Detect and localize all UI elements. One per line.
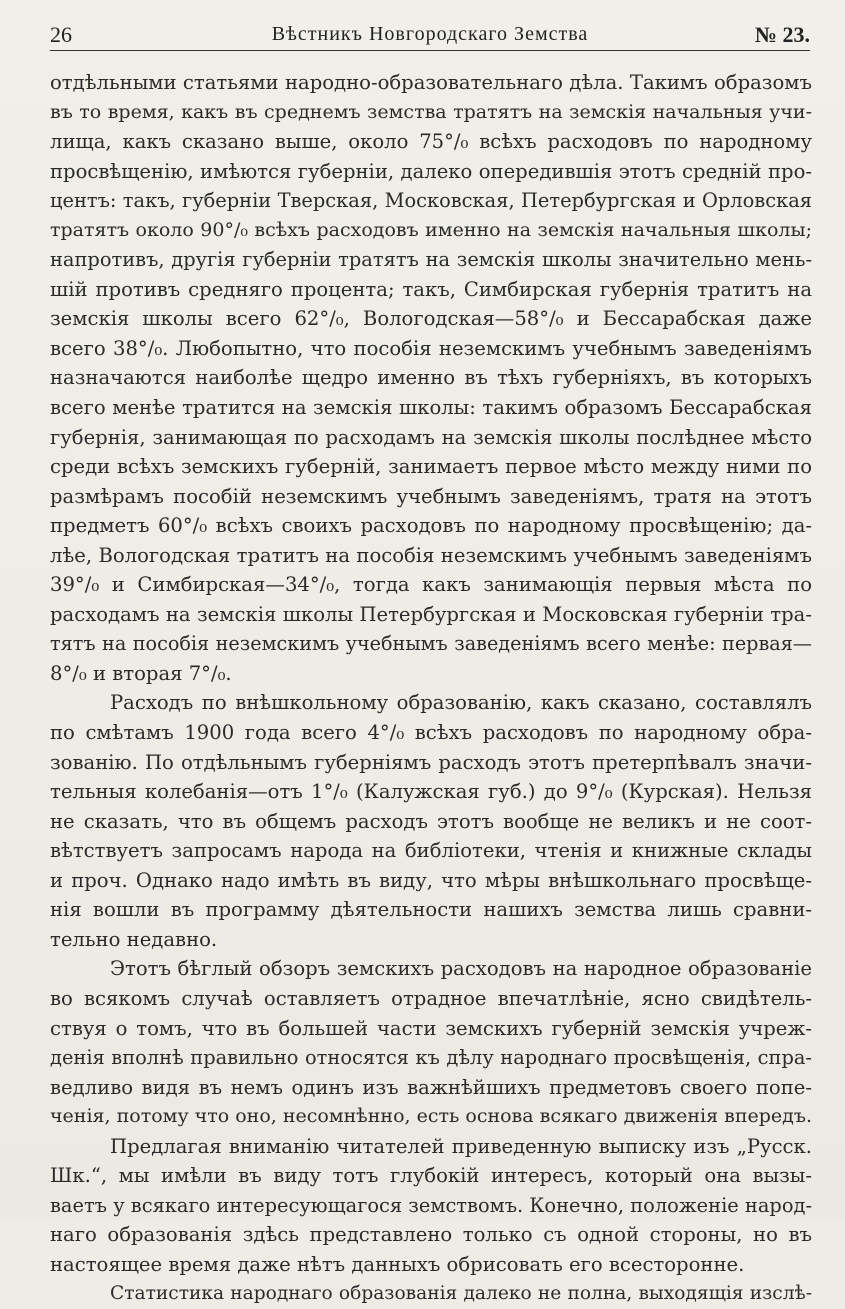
text-line: просвѣщенію, имѣются губерніи, далеко опередившія этотъ средній про- bbox=[50, 159, 812, 183]
text-line: тельныя колебанія—отъ 1°/₀ (Калужская губ.) до 9°/₀ (Курская). Нельзя bbox=[50, 780, 812, 804]
text-line: 39°/₀ и Симбирская—34°/₀, тогда какъ занимающія первыя мѣста по bbox=[50, 573, 812, 597]
text-line: по смѣтамъ 1900 года всего 4°/₀ всѣхъ расходовъ по народному обра- bbox=[50, 721, 812, 745]
text-line: лѣе, Вологодская тратитъ на пособія неземскимъ учебнымъ заведеніямъ bbox=[50, 543, 812, 567]
text-line: назначаются наиболѣе щедро именно въ тѣхъ губерніяхъ, въ которыхъ bbox=[50, 366, 812, 390]
text-line: Шк.“, мы имѣли въ виду тотъ глубокій интересъ, который она вызы- bbox=[50, 1164, 812, 1188]
header-rule bbox=[50, 50, 810, 51]
text-line: 8°/₀ и вторая 7°/₀. bbox=[50, 661, 232, 685]
page-number: 26 bbox=[50, 22, 72, 47]
text-line: напротивъ, другія губерніи тратятъ на земскія школы значительно мень- bbox=[50, 248, 812, 272]
text-line: не сказать, что въ общемъ расходъ этотъ вообще не великъ и не соот- bbox=[50, 809, 812, 833]
text-line: отдѣльными статьями народно-образовательнаго дѣла. Такимъ образомъ bbox=[50, 71, 812, 94]
paragraph-start-line: Статистика народнаго образованія далеко не полна, выходящія изслѣ- bbox=[110, 1283, 812, 1305]
text-line: предметъ 60°/₀ всѣхъ своихъ расходовъ по народному просвѣщенію; да- bbox=[50, 514, 812, 538]
text-line: во всякомъ случаѣ оставляетъ отрадное впечатлѣніе, ясно свидѣтель- bbox=[50, 986, 812, 1010]
article-text bbox=[50, 68, 812, 1309]
text-line: всего менѣе тратится на земскія школы: такимъ образомъ Бессарабская bbox=[50, 396, 812, 420]
paragraph-start-line: Расходъ по внѣшкольному образованію, какъ сказано, составлялъ bbox=[110, 691, 812, 715]
text-line: и проч. Однако надо имѣть въ виду, что мѣры внѣшкольнаго просвѣще- bbox=[50, 868, 812, 892]
paragraph-start-line: Этотъ бѣглый обзоръ земскихъ расходовъ на народное образованіе bbox=[110, 957, 812, 981]
journal-title: Вѣстникъ Новгородскаго Земства bbox=[271, 23, 589, 45]
issue-number: № 23. bbox=[754, 22, 810, 47]
paragraph-start-line: Предлагая вниманію читателей приведенную выписку изъ „Русск. bbox=[110, 1134, 812, 1158]
text-line: центъ: такъ, губерніи Тверская, Московская, Петербургская и Орловская bbox=[50, 189, 812, 213]
text-line: нія вошли въ программу дѣятельности нашихъ земства лишь сравни- bbox=[50, 898, 812, 922]
text-line: тятъ на пособія неземскимъ учебнымъ заведеніямъ всего менѣе: первая— bbox=[50, 632, 812, 656]
text-line: расходамъ на земскія школы Петербургская и Московская губерніи тра- bbox=[50, 602, 812, 626]
text-line: земскія школы всего 62°/₀, Вологодская—58°/₀ и Бессарабская даже bbox=[50, 307, 812, 331]
text-line: ваетъ у всякаго интересующагося земствомъ. Конечно, положеніе народ- bbox=[50, 1193, 812, 1217]
text-line: наго образованія здѣсь представлено только съ одной стороны, но въ bbox=[50, 1223, 812, 1247]
text-line: ведливо видя въ немъ одинъ изъ важнѣйшихъ предметовъ своего попе- bbox=[50, 1075, 812, 1099]
running-header bbox=[50, 20, 810, 50]
text-line: въ то время, какъ въ среднемъ земства тратятъ на земскія начальныя учи- bbox=[50, 100, 812, 123]
text-line: тратятъ около 90°/₀ всѣхъ расходовъ именно на земскія начальныя школы; bbox=[50, 218, 812, 241]
text-line: размѣрамъ пособій неземскимъ учебнымъ заведеніямъ, тратя на этотъ bbox=[50, 484, 812, 508]
text-line: среди всѣхъ земскихъ губерній, занимаетъ первое мѣсто между ними по bbox=[50, 455, 812, 479]
text-line: ствуя о томъ, что въ большей части земскихъ губерній земскія учреж- bbox=[50, 1016, 812, 1040]
text-line: всего 38°/₀. Любопытно, что пособія неземскимъ учебнымъ заведеніямъ bbox=[50, 336, 812, 360]
text-line: зованію. По отдѣльнымъ губерніямъ расходъ этотъ претерпѣвалъ значи- bbox=[50, 750, 812, 774]
text-line: лища, какъ сказано выше, около 75°/₀ всѣхъ расходовъ по народному bbox=[50, 130, 812, 154]
text-line: губернія, занимающая по расходамъ на земскія школы послѣднее мѣсто bbox=[50, 425, 812, 449]
text-line: тельно недавно. bbox=[50, 927, 218, 951]
text-line: вѣтствуетъ запросамъ народа на библіотеки, чтенія и книжные склады bbox=[50, 839, 812, 863]
text-line: настоящее время даже нѣтъ данныхъ обрисовать его всесторонне. bbox=[50, 1252, 745, 1276]
text-line: ченія, потому что оно, несомнѣнно, есть основа всякаго движенія впередъ. bbox=[50, 1105, 812, 1128]
text-line: денія вполнѣ правильно относятся къ дѣлу народнаго просвѣщенія, спра- bbox=[50, 1046, 812, 1070]
text-line: шій противъ средняго процента; такъ, Симбирская губернія тратитъ на bbox=[50, 277, 812, 301]
